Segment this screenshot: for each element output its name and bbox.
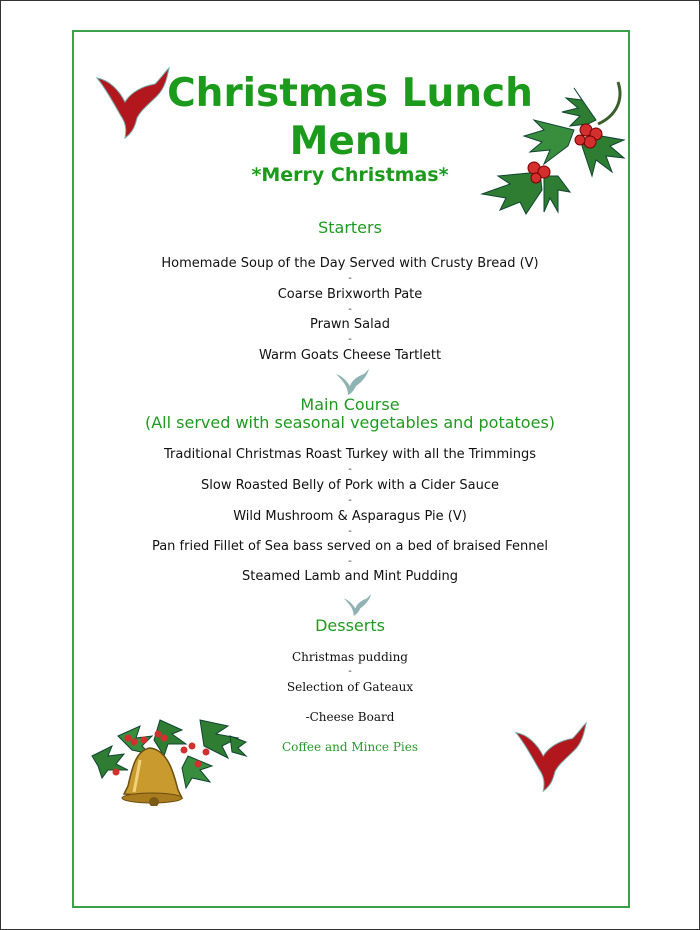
- starters-heading: Starters: [318, 218, 382, 237]
- separator: -: [348, 334, 352, 345]
- main-course-item: Wild Mushroom & Asparagus Pie (V): [233, 509, 467, 524]
- dessert-item: -Cheese Board: [305, 710, 395, 724]
- separator: -: [348, 273, 352, 284]
- grey-dove-divider-1-icon: [334, 368, 370, 396]
- main-course-item: Pan fried Fillet of Sea bass served on a bed of braised Fennel: [151, 539, 549, 554]
- main-course-item: Traditional Christmas Roast Turkey with all the Trimmings: [164, 447, 536, 462]
- separator: -: [348, 666, 352, 677]
- bell-holly-bottom-left-icon: [88, 716, 248, 806]
- red-dove-bottom-right-icon: [514, 720, 592, 796]
- menu-title-line2: Menu: [289, 119, 411, 164]
- desserts-heading: Desserts: [315, 616, 385, 635]
- starter-item: Homemade Soup of the Day Served with Crusty Bread (V): [161, 256, 539, 271]
- main-course-heading: Main Course: [300, 395, 400, 414]
- menu-subtitle: *Merry Christmas*: [251, 164, 449, 186]
- menu-title-line1: Christmas Lunch: [167, 71, 533, 116]
- separator: -: [348, 304, 352, 315]
- separator: -: [348, 526, 352, 537]
- dessert-item: Selection of Gateaux: [286, 680, 414, 694]
- separator: -: [348, 495, 352, 506]
- separator: -: [348, 464, 352, 475]
- dessert-item: Christmas pudding: [292, 650, 408, 664]
- main-course-item: Steamed Lamb and Mint Pudding: [242, 569, 458, 584]
- starter-item: Prawn Salad: [310, 317, 390, 332]
- separator: -: [348, 556, 352, 567]
- starter-item: Coarse Brixworth Pate: [277, 287, 423, 302]
- grey-dove-divider-2-icon: [342, 592, 372, 618]
- main-course-subheading: (All served with seasonal vegetables and potatoes): [144, 413, 556, 432]
- main-course-item: Slow Roasted Belly of Pork with a Cider Sauce: [201, 478, 499, 493]
- starter-item: Warm Goats Cheese Tartlett: [258, 348, 442, 363]
- dessert-closing: Coffee and Mince Pies: [282, 740, 418, 754]
